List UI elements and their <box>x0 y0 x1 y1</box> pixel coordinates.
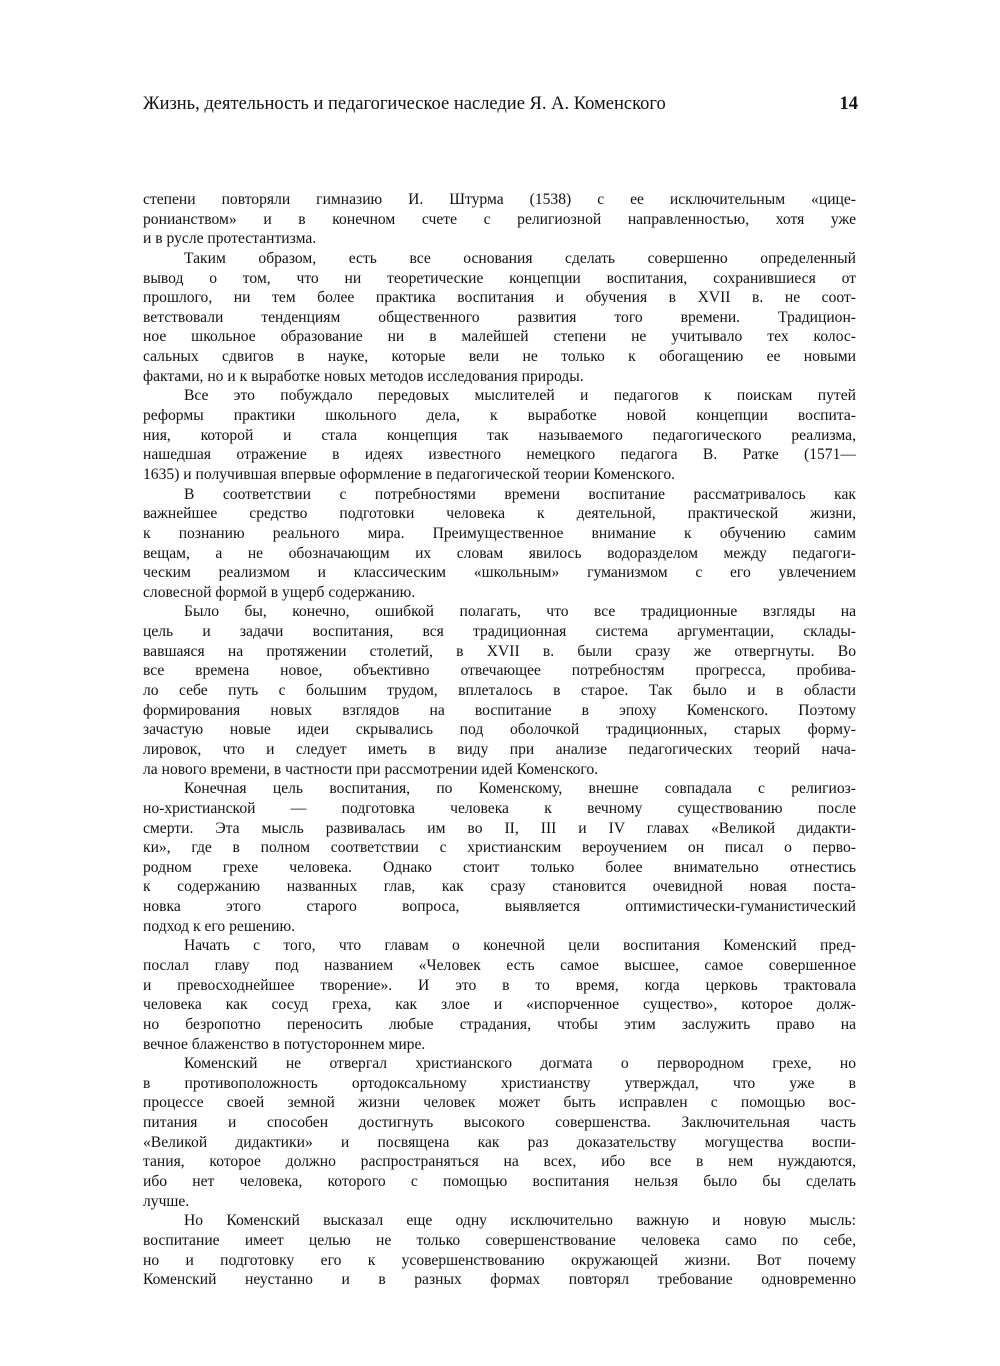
text-line: лучше. <box>143 1192 190 1210</box>
text-line: Начать с того, что главам о конечной цели воспитания Коменский пред- <box>184 937 856 955</box>
text-line: и превосходнейшее творение». И это в то время, когда церковь трактовала <box>143 976 856 994</box>
paragraph <box>143 249 856 386</box>
text-line: Все это побуждало передовых мыслителей и педагогов к поискам путей <box>184 387 856 405</box>
text-line: вывод о том, что ни теоретические концепции воспитания, сохранившиеся от <box>143 269 856 287</box>
text-line: Коменский неустанно и в разных формах повторял требование одновременно <box>143 1271 856 1289</box>
paragraph <box>143 1211 856 1290</box>
text-line: сальных сдвигов в науке, которые вели не только к обогащению ее новыми <box>143 348 856 366</box>
text-line: зачастую новые идеи скрывались под оболочкой традиционных, старых форму- <box>143 721 856 739</box>
text-line: нашедшая отражение в идеях известного немецкого педагога В. Ратке (1571— <box>143 446 856 464</box>
text-line: тания, которое должно распространяться на всех, ибо все в нем нуждаются, <box>143 1153 856 1171</box>
text-line: реформы практики школьного дела, к выработке новой концепции воспита- <box>143 407 856 425</box>
body-text <box>143 190 856 1290</box>
text-line: лировок, что и следует иметь в виду при анализе педагогических теорий нача- <box>143 740 856 758</box>
text-line: питания и способен достигнуть высокого совершенства. Заключительная часть <box>143 1114 856 1132</box>
text-line: но и подготовку его к усовершенствованию окружающей жизни. Вот почему <box>143 1251 856 1269</box>
text-line: вавшаяся на протяжении столетий, в XVII в. были сразу же отвергнуты. Во <box>143 642 856 660</box>
text-line: степени повторяли гимназию И. Штурма (1538) с ее исключительным «цице- <box>143 191 856 208</box>
running-head <box>143 92 858 116</box>
text-line: человека как сосуд греха, как злое и «испорченное существо», которое долж- <box>143 996 856 1014</box>
text-line: ветствовали тенденциям общественного развития того времени. Традицион- <box>143 308 856 326</box>
text-line: послал главу под названием «Человек есть самое высшее, самое совершенное <box>143 956 856 974</box>
text-line: Конечная цель воспитания, по Коменскому, внешне совпадала с религиоз- <box>184 780 856 798</box>
text-line: родном грехе человека. Однако стоит только более внимательно отнестись <box>143 858 856 876</box>
paragraph <box>143 1054 856 1211</box>
text-line: ла нового времени, в частности при рассмотрении идей Коменского. <box>143 760 599 778</box>
running-title: Жизнь, деятельность и педагогическое наследие Я. А. Коменского <box>143 94 666 114</box>
page-number: 14 <box>839 94 858 114</box>
paragraph <box>143 386 856 484</box>
text-line: Но Коменский высказал еще одну исключительно важную и новую мысль: <box>184 1212 856 1230</box>
text-line: но-христианской — подготовка человека к вечному существованию после <box>143 799 856 817</box>
text-line: 1635) и получившая впервые оформление в педагогической теории Коменского. <box>143 465 676 483</box>
paragraph <box>143 779 856 936</box>
text-line: вещам, а не обозначающим их словам явилось водоразделом между педагоги- <box>143 544 856 562</box>
text-line: воспитание имеет целью не только совершенствование человека само по себе, <box>143 1231 856 1249</box>
text-line: к содержанию названных глав, как сразу становится очевидной новая поста- <box>143 878 856 896</box>
text-line: прошлого, ни тем более практика воспитания и обучения в XVII в. не соот- <box>143 289 856 307</box>
text-line: смерти. Эта мысль развивалась им во II, III и IV главах «Великой дидакти- <box>143 819 856 837</box>
text-line: фактами, но и к выработке новых методов исследования природы. <box>143 367 584 385</box>
text-line: новка этого старого вопроса, выявляется оптимистически-гуманистический <box>143 898 856 916</box>
text-line: ческим реализмом и классическим «школьным» гуманизмом с его увлечением <box>143 564 856 582</box>
text-line: Таким образом, есть все основания сделать совершенно определенный <box>184 249 856 267</box>
paragraph <box>143 485 856 603</box>
text-line: вечное блаженство в потустороннем мире. <box>143 1035 426 1053</box>
text-line: ное школьное образование ни в малейшей степени не учитывало тех колос- <box>143 328 856 346</box>
text-line: ло себе путь с большим трудом, вплеталось в старое. Так было и в области <box>143 682 856 700</box>
text-line: подход к его решению. <box>143 917 295 935</box>
text-line: в противоположность ортодоксальному христианству утверждал, что уже в <box>143 1074 856 1092</box>
paragraph <box>143 190 856 249</box>
text-line: В соответствии с потребностями времени воспитание рассматривалось как <box>184 485 856 503</box>
text-line: процессе своей земной жизни человек может быть исправлен с помощью вос- <box>143 1094 856 1112</box>
text-line: формирования новых взглядов на воспитание в эпоху Коменского. Поэтому <box>143 701 856 719</box>
text-line: ки», где в полном соответствии с христианским вероучением он писал о перво- <box>143 839 856 857</box>
text-line: ния, которой и стала концепция так называемого педагогического реализма, <box>143 426 856 444</box>
paragraph <box>143 602 856 779</box>
text-line: но безропотно переносить любые страдания, чтобы этим заслужить право на <box>143 1015 856 1033</box>
text-line: Было бы, конечно, ошибкой полагать, что все традиционные взгляды на <box>184 603 856 621</box>
paragraph <box>143 936 856 1054</box>
text-line: к познанию реального мира. Преимущественное внимание к обучению самим <box>143 524 856 542</box>
text-line: цель и задачи воспитания, вся традиционная система аргументации, склады- <box>143 623 856 641</box>
text-line: Коменский не отвергал христианского догмата о первородном грехе, но <box>184 1055 856 1073</box>
text-line: ибо нет человека, которого с помощью воспитания нельзя было бы сделать <box>143 1173 856 1191</box>
text-line: важнейшее средство подготовки человека к деятельной, практической жизни, <box>143 505 856 523</box>
text-line: ронианством» и в конечном счете с религиозной направленностью, хотя уже <box>143 210 856 228</box>
text-line: «Великой дидактики» и посвящена как раз доказательству могущества воспи- <box>143 1133 856 1151</box>
text-line: словесной формой в ущерб содержанию. <box>143 583 416 601</box>
text-line: все времена новое, объективно отвечающее потребностям прогресса, пробива- <box>143 662 856 680</box>
text-line: и в русле протестантизма. <box>143 230 317 248</box>
